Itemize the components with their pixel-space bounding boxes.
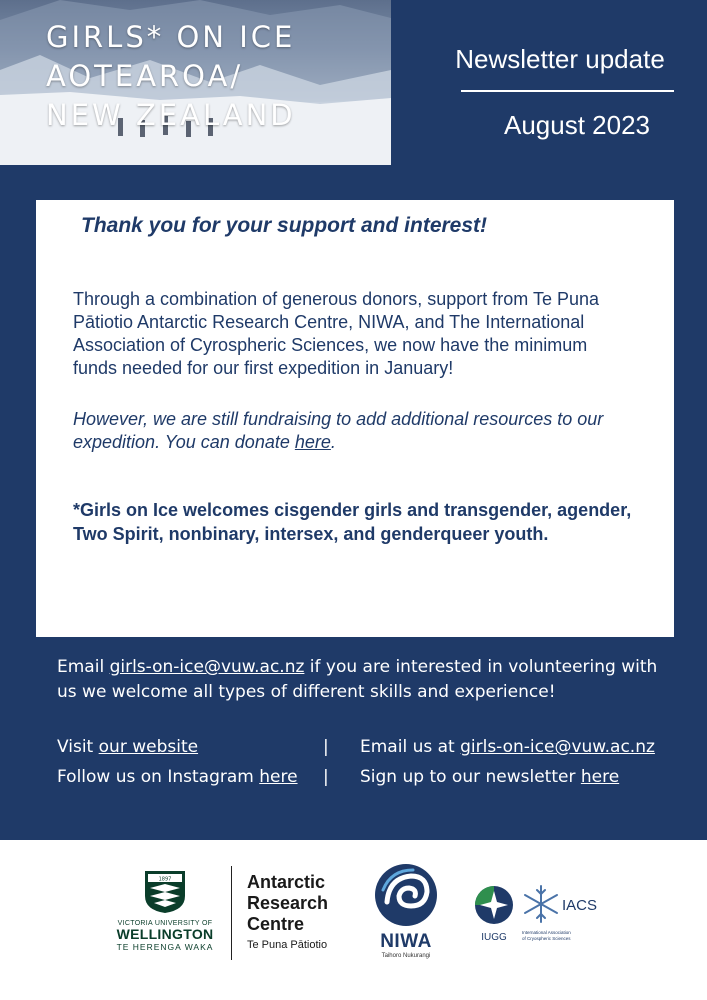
iacs-subtitle	[522, 930, 612, 942]
arc-name-line-2: Research	[247, 893, 329, 913]
vuw-line-2: WELLINGTON	[116, 926, 214, 942]
newsletter-signup-link[interactable]: here	[580, 767, 620, 787]
newsletter-signup	[360, 767, 619, 787]
iugg-globe-icon	[474, 885, 514, 925]
niwa-name: NIWA	[380, 931, 432, 952]
instagram-prefix: Follow us on Instagram	[57, 767, 260, 787]
iacs-name: IACS	[562, 897, 598, 914]
iugg-logo	[472, 885, 516, 943]
vuw-crest-icon	[144, 870, 186, 914]
links-row-2	[57, 767, 697, 797]
link-separator: |	[323, 737, 329, 757]
email-us-link[interactable]: girls-on-ice@vuw.ac.nz	[460, 737, 655, 757]
niwa-swirl-icon	[373, 862, 439, 928]
email-prefix: Email us at	[360, 737, 461, 757]
hero-title-line-1: GIRLS* ON ICE	[46, 20, 296, 54]
iacs-subtitle-line-1: International Association	[522, 930, 571, 935]
arc-name-line-3: Centre	[247, 914, 305, 934]
hero-title-line-2: AOTEAROA/	[46, 59, 244, 93]
link-separator: |	[323, 767, 329, 787]
logo-divider	[231, 866, 232, 960]
contact-prefix: Email	[57, 657, 110, 677]
fundraising-paragraph	[73, 408, 613, 454]
arc-name-line-1: Antarctic	[247, 872, 326, 892]
fundraising-text: However, we are still fundraising to add additional resources to our expedition. You can donate	[73, 409, 604, 452]
arc-logo	[247, 872, 328, 951]
hero-banner-image	[0, 0, 391, 165]
iacs-subtitle-line-2: of Cryospheric Sciences	[522, 936, 571, 941]
hero-title-line-3: NEW ZEALAND	[46, 98, 296, 132]
funding-paragraph: Through a combination of generous donors, support from Te Puna Pātiotio Antarctic Research Centre, NIWA, and The International Association of Cyrospheric Sciences, we now have the minimum funds needed for our first expedition in January!	[73, 289, 599, 378]
header-divider	[461, 90, 674, 92]
snowflake-icon	[522, 884, 560, 924]
newsletter-date: August 2023	[503, 110, 650, 140]
vuw-logo	[112, 870, 218, 952]
iacs-logo	[522, 884, 612, 941]
visit-prefix: Visit	[57, 737, 99, 757]
sponsor-footer	[0, 840, 707, 1000]
contact-suffix: if you are interested in volunteering with us we welcome all types of different skills and experience!	[57, 657, 658, 702]
hero-title	[46, 18, 386, 135]
links-row-1	[57, 737, 697, 767]
instagram-link[interactable]: here	[259, 767, 298, 787]
niwa-subtitle: Taihoro Nukurangi	[381, 953, 431, 959]
fundraising-end: .	[330, 432, 336, 452]
volunteer-contact	[57, 655, 677, 705]
inclusion-statement: *Girls on Ice welcomes cisgender girls and transgender, agender, Two Spirit, nonbinary, intersex, and genderqueer youth.	[73, 500, 632, 544]
donate-link[interactable]: here	[294, 432, 331, 452]
follow-instagram	[57, 767, 298, 787]
volunteer-email-link[interactable]: girls-on-ice@vuw.ac.nz	[109, 657, 305, 677]
visit-website	[57, 737, 198, 757]
vuw-line-3: TE HERENGA WAKA	[116, 942, 214, 952]
newsletter-label: Newsletter update	[455, 44, 665, 74]
vuw-crest-year: 1897	[158, 876, 172, 883]
content-card	[36, 200, 674, 637]
links-section	[57, 737, 697, 797]
niwa-logo	[366, 862, 446, 959]
vuw-line-1: VICTORIA UNIVERSITY OF	[117, 920, 213, 927]
email-us	[360, 737, 655, 757]
iugg-name: IUGG	[481, 932, 507, 943]
card-heading: Thank you for your support and interest!	[81, 214, 488, 237]
arc-subtitle: Te Puna Pātiotio	[247, 939, 328, 951]
website-link[interactable]: our website	[98, 737, 199, 757]
newsletter-prefix: Sign up to our newsletter	[360, 767, 581, 787]
